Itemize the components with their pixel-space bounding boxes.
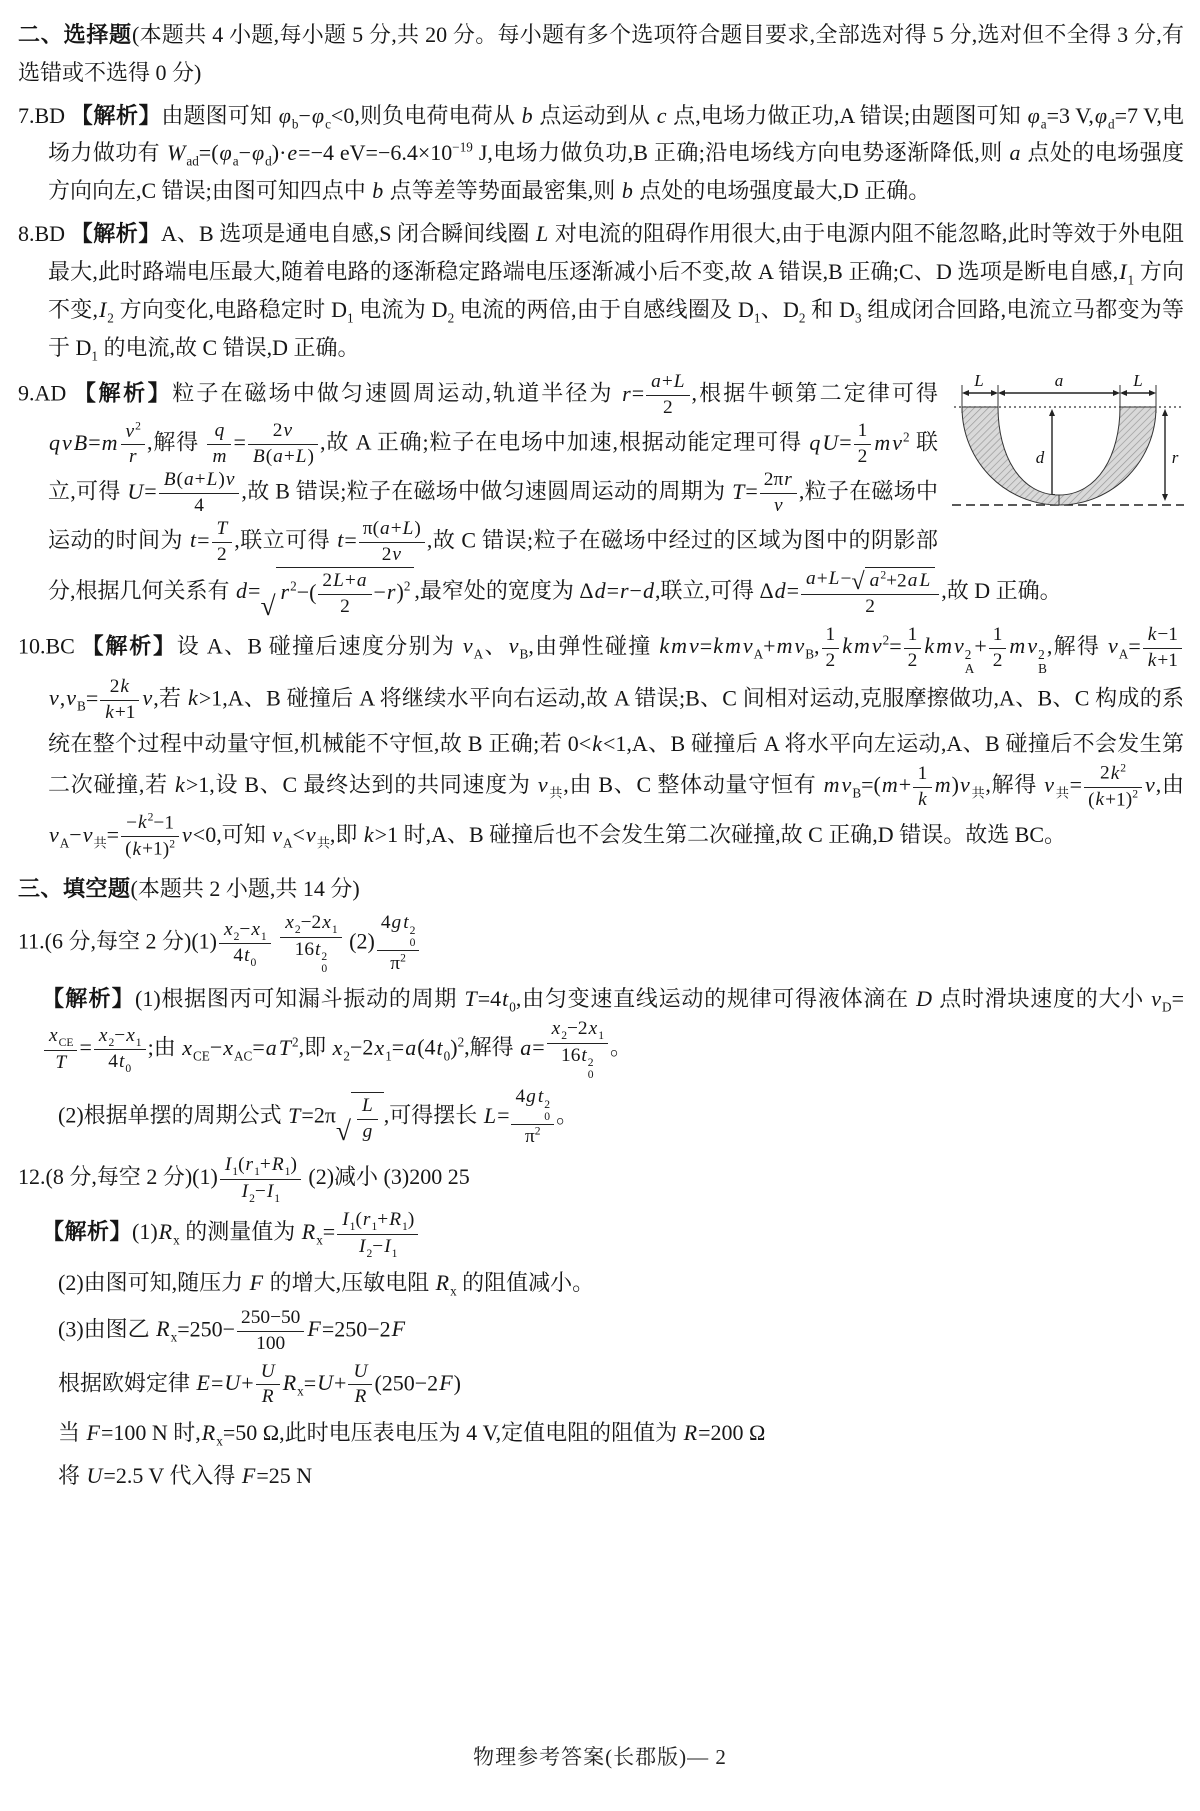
math-variable-sub: $v_D$ <box>1151 986 1172 1015</box>
math-variable: F <box>307 1316 321 1342</box>
math-symbol-sup: )$^2$ <box>396 578 411 605</box>
label-slit-width-left: L <box>974 373 984 391</box>
math-variable: E <box>196 1370 210 1395</box>
math-variable-sub: $I_1$ <box>224 1154 239 1179</box>
math-variable-sub: $I_1$ <box>266 1180 281 1205</box>
label-depth-d: d <box>1035 448 1045 468</box>
math-variable: L <box>483 1102 497 1128</box>
math-variable: k <box>1095 789 1105 811</box>
math-variable: d <box>642 577 654 603</box>
math-variable-sub: $x_1$ <box>322 912 338 937</box>
math-variable-sub: $x_{CE}$ <box>182 1034 210 1064</box>
math-variable: v <box>1145 772 1155 798</box>
math-variable: L <box>536 221 549 247</box>
math-variable: F <box>439 1370 453 1395</box>
math-symbol-sub: $D_3$ <box>839 296 862 326</box>
math-variable-sub: $v_B$ <box>66 685 86 714</box>
math-variable-sub: $\varphi_c$ <box>311 102 331 132</box>
math-variable-sub: $R_x$ <box>282 1370 304 1399</box>
math-variable: a <box>405 1034 417 1060</box>
math-variable-sub: $I_2$ <box>359 1235 373 1260</box>
shaded-band-right <box>1059 407 1156 505</box>
math-variable-sup: $v^2$ <box>125 419 141 442</box>
math-symbol-sub: $D_1$ <box>75 334 98 364</box>
math-variable-sub: $R_x$ <box>201 1420 223 1449</box>
fraction: $\frac{1}{2}$ <box>852 420 874 469</box>
math-variable: U <box>224 1370 241 1395</box>
shaded-band-left <box>962 407 1059 505</box>
math-variable: v <box>142 685 153 711</box>
math-variable: D <box>916 986 932 1012</box>
math-variable-sub: $x_{CE}$ <box>49 1025 74 1049</box>
math-variable-subsup: t 2 0 <box>315 938 328 976</box>
math-variable-sub: $x_1$ <box>126 1024 142 1049</box>
fraction: $\frac{a+L}{2}$ <box>644 371 691 420</box>
math-variable-sub: $W_{ad}$ <box>167 140 199 169</box>
math-variable-sub: $v_A$ <box>462 633 484 662</box>
math-variable-sub: $I_1$ <box>384 1235 398 1260</box>
math-variable-sub: $I_2$ <box>241 1180 255 1205</box>
math-variable-sub: $x_2$ <box>98 1024 115 1049</box>
math-variable: a <box>265 1034 277 1060</box>
label-slit-width-right: L <box>1133 373 1143 391</box>
math-variable: U <box>317 1370 334 1395</box>
math-variable: g <box>526 1086 536 1108</box>
math-variable-sub: $v_共$ <box>305 821 330 851</box>
math-variable: k <box>105 701 114 723</box>
math-symbol-sup: )$^2$ <box>450 1034 465 1060</box>
section-fill-header: 三、填空题(本题共 2 小题,共 14 分) <box>18 875 360 901</box>
math-variable: m <box>1009 633 1026 659</box>
math-variable: r <box>784 469 792 491</box>
math-variable-sub: $v_A$ <box>49 821 70 851</box>
fraction: $x_2-2x_1$ 16t 2 0 <box>278 912 343 975</box>
fraction <box>346 1361 374 1410</box>
math-variable: U <box>127 478 144 504</box>
math-variable-sub: $I_1$ <box>1119 258 1135 288</box>
math-variable: k <box>713 633 723 659</box>
square-root: √ $r^2-$( $\frac{2L+a}{2}$ −r)$^2$ <box>260 567 414 619</box>
math-variable-sub: $x_{AC}$ <box>223 1034 253 1064</box>
math-variable: F <box>249 1270 264 1296</box>
math-variable-sub: $t_0$ <box>244 945 257 970</box>
math-variable: a <box>183 469 194 491</box>
math-variable: L <box>362 1094 373 1116</box>
math-variable: g <box>391 912 402 934</box>
math-variable-sup: $r^2$ <box>280 578 297 605</box>
math-variable-sub: $x_2$ <box>285 912 301 937</box>
math-variable: R <box>683 1420 698 1446</box>
math-variable: k <box>659 633 670 659</box>
math-variable: m <box>724 633 741 659</box>
answer-item-9: L a L d r 9.AD 【解析】粒子在磁场中做匀速圆周运动,轨道半径为 r= $\frac{a+L}{2}$ ,根据牛顿第二定律可得 qvB=m $\frac{v^2}{r}$ ,解得 $\frac{q}{m}$ = $\frac{2v}{B(a+L)}$ ,故 A 正确;粒子在电场中加速,根据动能定理可得 qU= $\frac{1}{2}$ $mv^2$ 联立,可得 U= $\frac{B(a+L)v}{4}$ ,故 B 错误;粒子在磁场中做匀速圆周运动的周期为 T= $\frac{2\pi r}{v}$ ,粒子在磁场中运动的时间为 t= $\frac{T}{2}$ ,联立可得 t= $\frac{\pi(a+L)}{2v}$ ,故 C 错误;粒子在磁场中经过的区域为图中的阴影部分,根据几何关系有 d= √ $r^2-$( $\frac{2L+a}{2}$ −r)$^2$ ,最窄处的宽度为 Δd=r−d,联立,可得 Δd= a+L− √ $a^2+2a$ L 2 ,故 D 正确。 <box>18 371 1184 618</box>
math-variable: T <box>55 1051 67 1073</box>
fraction <box>205 420 233 469</box>
math-symbol-sub: $D_2$ <box>782 296 806 326</box>
math-variable-sup: $v^2$ <box>892 429 910 455</box>
answer-item-12: 12.(8 分,每空 2 分)(1) $\frac{I_1(r_1+R_1)}{I_2-I_1}$ (2)减小 (3)200 25 <box>18 1154 470 1205</box>
math-variable-sub: $x_2$ <box>332 1034 350 1064</box>
fraction <box>254 1361 282 1410</box>
math-variable: F <box>391 1316 406 1342</box>
math-variable-sub: $\varphi_b$ <box>278 102 299 132</box>
item-11-analysis: 【解析】(1)根据图丙可知漏斗振动的周期 $T=4t_0$,由匀变速直线运动的规律可得液体滴在 D 点时滑块速度的大小 $v_D=$ $\frac{x_{CE}}{T}$ = $\frac{x_2-x_1}{4t_0}$ ;由 $x_{CE}-x_{AC}=aT^2$,即 $x_2-2x_1=a(4t_0)^2$,解得 a= $x_2-2x_1$ 16t 2 0 。 <box>42 986 1184 1082</box>
math-variable-sub: $x_1$ <box>251 918 267 943</box>
bold-label: 【解析】 <box>42 986 136 1012</box>
math-variable-subsup: v 2 A <box>954 633 975 676</box>
fraction: $\frac{250-50}{100}$ <box>235 1307 306 1356</box>
fraction <box>355 1095 380 1144</box>
math-variable-sup: $a^2$ <box>869 568 887 592</box>
item-12-substitute: 将 U=2.5 V 代入得 F=25 N <box>58 1463 313 1489</box>
math-variable-sub: $v_共$ <box>537 772 564 801</box>
math-variable: k <box>188 685 198 711</box>
math-variable: q <box>214 420 225 442</box>
fraction: $\frac{2k^2}{(k+1)^2}$ <box>1082 762 1144 812</box>
math-variable-sub: $R_x$ <box>301 1219 323 1248</box>
math-symbol-sup: )$^2$ <box>1125 787 1139 811</box>
math-variable: m <box>823 772 840 798</box>
math-variable: U <box>353 1360 368 1382</box>
fraction: $\frac{x_2-x_1}{4t_0}$ <box>92 1025 148 1075</box>
math-variable-sub: $x_2$ <box>224 918 240 943</box>
math-variable: L <box>828 568 840 590</box>
math-variable: L <box>333 569 344 591</box>
fraction: $\frac{x_2-x_1}{4t_0}$ <box>217 919 273 969</box>
math-variable: k <box>363 821 374 847</box>
math-variable-sup: $v^2$ <box>871 632 890 659</box>
item-12-part-3: (3)由图乙 $R_x=250-$ $\frac{250-50}{100}$ F=250−2F <box>58 1306 406 1354</box>
math-variable-sub: $R_1$ <box>271 1154 291 1179</box>
math-variable: k <box>842 633 852 659</box>
math-variable: F <box>86 1420 100 1446</box>
bold-label: 【解析】 <box>81 633 177 659</box>
fraction: $\frac{1}{2}$ <box>987 624 1009 673</box>
math-variable: a <box>520 1034 532 1060</box>
bold-label: 【解析】 <box>70 221 161 247</box>
math-variable: a <box>273 446 283 468</box>
math-variable: a <box>356 569 367 591</box>
math-variable: r <box>128 446 137 468</box>
math-variable: d <box>236 577 248 603</box>
math-variable: m <box>934 772 951 798</box>
math-variable: t <box>337 527 344 553</box>
math-variable: B <box>163 469 176 491</box>
math-variable-sub: $I_1$ <box>342 1209 356 1234</box>
math-variable-sup: $k^2$ <box>1110 761 1127 784</box>
math-variable: m <box>854 633 870 659</box>
math-variable-subsup: v 2 B <box>1027 633 1047 676</box>
math-variable: k <box>924 633 935 659</box>
magnetic-field-region-diagram <box>952 373 1184 521</box>
math-variable: L <box>206 469 218 491</box>
math-variable: k <box>1147 623 1157 645</box>
math-variable: U <box>822 429 839 455</box>
math-variable: v <box>392 543 401 565</box>
square-root: √ $a^2+2a$ L <box>851 567 935 593</box>
math-variable: T <box>216 517 228 539</box>
math-variable-sub: $v_B$ <box>794 633 815 662</box>
math-variable: T <box>288 1102 301 1128</box>
math-variable: r <box>622 380 631 406</box>
fraction: $\frac{1}{2}$ <box>902 624 924 673</box>
math-symbol-sup: )$^2$ <box>162 837 176 860</box>
math-variable-sub: $t_0$ <box>502 986 516 1015</box>
math-variable-sub: $R_1$ <box>389 1209 408 1234</box>
math-variable-sub: $R_x$ <box>156 1316 178 1345</box>
fraction: $\frac{-k^2-1}{(k+1)^2}$ <box>119 812 181 862</box>
math-variable: q <box>49 429 60 455</box>
item-11-part-2: (2)根据单摆的周期公式 T=2π √ $\frac{L}{g}$ ,可得摆长 L= 4g t 2 0 $\pi^2$ 。 <box>58 1086 579 1148</box>
fraction: $\frac{\pi(a+L)}{2v}$ <box>357 518 427 567</box>
math-variable: m <box>936 633 953 659</box>
math-variable: B <box>73 429 88 455</box>
label-radius-r: r <box>1171 448 1179 468</box>
math-variable: r <box>619 577 629 603</box>
item-12-f100: 当 F=100 N 时$,R_x=50$ Ω,此时电压表电压为 4 V,定值电阻的阻值为 R=200 Ω <box>58 1420 766 1449</box>
math-symbol-sub: $D_2$ <box>431 296 455 326</box>
math-variable: T <box>464 986 477 1012</box>
math-variable: B <box>252 446 265 468</box>
fraction: $\frac{1}{2}$ <box>820 624 842 673</box>
radical-sign-icon: √ <box>335 1115 352 1147</box>
fraction: $\frac{B(a+L)v}{4}$ <box>157 469 242 518</box>
math-variable-subsup: t 2 0 <box>537 1086 551 1123</box>
math-variable: a <box>907 570 918 592</box>
square-root <box>335 1092 384 1147</box>
fraction: $\frac{2L+a}{2}$ <box>316 570 373 619</box>
math-symbol-sup: $\pi^2$ <box>524 1124 541 1148</box>
math-variable: L <box>295 446 307 468</box>
math-variable-sup: $k^2$ <box>138 810 154 834</box>
answer-item-10: 10.BC 【解析】设 A、B 碰撞后速度分别为 $v_A$、$v_B$,由弹性碰撞 $kmv=kmv_A+mv_B$, $\frac{1}{2}$ kmv$^2$= $\frac{1}{2}$ kmv 2 A + $\frac{1}{2}$ mv 2 B ,解得 $v_A=$ $\frac{k-1}{k+1}$ $v,v_B=$ $\frac{2k}{k+1}$ v,若 k>1,A、B 碰撞后 A 将继续水平向右运动,故 A 错误;B、C 间相对运动,克服摩擦做功,A、B、C 构成的系统在整个过程中动量守恒,机械能不守恒,故 B 正确;若 0<k<1,A、B 碰撞后 A 将水平向左运动,A、B 碰撞后不会发生第二次碰撞,若 k>1,设 B、C 最终达到的共同速度为 $v_共$,由 B、C 整体动量守恒有 $mv_B=(m+$ $\frac{1}{k}$ $m)v_共$,解得 $v_共=$ $\frac{2k^2}{(k+1)^2}$ v,由 $v_A-v_共=$ $\frac{-k^2-1}{(k+1)^2}$ v<0,可知 $v_A<v_共$,即 k>1 时,A、B 碰撞后也不会发生第二次碰撞,故 C 正确,D 错误。故选 BC。 <box>18 623 1185 860</box>
math-variable-subsup: t 2 0 <box>403 912 416 949</box>
fraction: $\frac{k-1}{k+1}$ <box>1141 624 1184 673</box>
math-variable: v <box>774 495 783 517</box>
math-variable: k <box>1147 649 1157 671</box>
math-variable-sub: $r_1$ <box>245 1154 260 1179</box>
answer-item-8: 8.BD 【解析】A、B 选项是通电自感,S 闭合瞬间线圈 L 对电流的阻碍作用很大,由于电源内阻不能忽略,此时等效于外电阻最大,此时路端电压最大,随着电路的逐渐稳定路端电压逐渐减小后不变,故 A 错误,B 正确;C、D 选项是断电自感$,I_1$ 方向不变$,I_2$ 方向变化,电路稳定时 $D_1$ 电流为 $D_2$ 电流的两倍,由于自感线圈及 $D_1$、$D_2$ 和 $D_3$ 组成闭合回路,电流立马都变为等于 $D_1$ 的电流,故 C 错误,D 正确。 <box>18 221 1184 364</box>
math-variable: k <box>918 788 927 810</box>
math-variable: T <box>732 478 745 504</box>
fraction: $\frac{2\pi r}{v}$ <box>758 469 799 518</box>
math-variable: c <box>656 102 667 128</box>
bold-label: 三、填空题 <box>18 875 131 901</box>
math-variable: m <box>881 772 898 798</box>
math-variable-sub: $x_1$ <box>588 1018 605 1043</box>
document-content <box>18 16 1184 1495</box>
fraction: 4g t 2 0 $\pi^2$ <box>375 912 422 975</box>
math-variable-sub: $\varphi_d$ <box>251 140 272 169</box>
math-variable: m <box>212 446 227 468</box>
math-variable-subsup: t 2 0 <box>581 1044 594 1082</box>
answer-item-11: 11.(6 分,每空 2 分)(1) $\frac{x_2-x_1}{4t_0}$ $x_2-2x_1$ 16t 2 0 (2) 4g t 2 0 $\pi^2$ <box>18 912 1184 975</box>
math-variable-sub: $v_共$ <box>82 821 107 851</box>
math-symbol-sup: $\pi^2$ <box>390 951 406 974</box>
math-variable-sub: $v_共$ <box>959 772 986 801</box>
math-variable: q <box>809 429 821 455</box>
math-variable-sub: $v_B$ <box>841 772 862 801</box>
math-variable-sub: $t_0$ <box>118 1051 132 1076</box>
math-variable: d <box>774 577 786 603</box>
math-variable-sub: $\varphi_a$ <box>1027 102 1047 132</box>
math-variable: v <box>689 633 699 659</box>
math-variable: g <box>362 1120 373 1142</box>
math-variable: R <box>261 1386 274 1408</box>
radical-sign-icon: √ <box>851 567 865 595</box>
math-variable-sub: $\varphi_d$ <box>1094 102 1115 132</box>
math-variable: r <box>386 579 396 605</box>
problem-9-figure <box>952 373 1184 533</box>
answer-item-7: 7.BD 【解析】由题图可知 $\varphi_b-\varphi_c<0$,则负电荷电荷从 b 点运动到从 c 点,电场力做正功,A 错误;由题图可知 $\varphi_a=3$ $V,\varphi_d=7$ V,电场力做功有 $W_{ad}=(\varphi_a-\varphi_d)\cdot e=-4$ $eV=-6.4\times 10^{-19}$ J,电场力做负功,B 正确;沿电场线方向电势逐渐降低,则 a 点处的电场强度方向向左,C 错误;由图可知四点中 b 点等差等势面最密集,则 b 点处的电场强度最大,D 正确。 <box>18 102 1184 204</box>
math-variable: a <box>651 371 661 393</box>
math-variable: d <box>594 577 606 603</box>
math-variable-sub: $v_A$ <box>1108 633 1129 662</box>
section-choice-header: 二、选择题(本题共 4 小题,每小题 5 分,共 20 分。每小题有多个选项符合题目要求,全部选对得 5 分,选对但不全得 3 分,有选错或不选得 0 分) <box>18 22 1184 85</box>
math-variable: v <box>225 469 235 491</box>
item-12-analysis: 【解析】$(1)R_x$ 的测量值为 $R_x=$ $\frac{I_1(r_1+R_1)}{I_2-I_1}$ <box>42 1209 1184 1259</box>
math-variable: m <box>671 633 688 659</box>
math-variable-sup: $T^2$ <box>278 1034 299 1060</box>
math-variable: t <box>189 527 197 553</box>
math-variable: b <box>621 178 633 204</box>
page-footer: 物理参考答案(长郡版)— 2 <box>473 1745 727 1769</box>
bold-label: 【解析】 <box>73 380 173 406</box>
fraction <box>119 420 147 469</box>
math-variable: k <box>175 772 185 798</box>
math-variable-sub: $\varphi_a$ <box>219 140 239 169</box>
math-variable: k <box>132 838 142 860</box>
fraction: $\frac{I_1(r_1+R_1)}{I_2-I_1}$ <box>335 1209 420 1259</box>
fraction: $\frac{T}{2}$ <box>210 518 235 567</box>
math-variable: L <box>919 570 931 592</box>
fraction: a+L− √ $a^2+2a$ L 2 <box>799 567 941 619</box>
math-variable: v <box>49 685 59 711</box>
math-variable: U <box>86 1463 103 1489</box>
math-variable: a <box>380 517 390 539</box>
math-symbol-sub: $D_1$ <box>738 296 761 326</box>
math-symbol-sub: $D_1$ <box>331 296 354 326</box>
math-variable: L <box>673 371 685 393</box>
math-variable-sub: $R_x$ <box>158 1219 180 1248</box>
math-variable: a <box>806 568 816 590</box>
math-variable-sub: $v_A$ <box>742 633 764 662</box>
label-gap-width: a <box>1054 373 1064 391</box>
fraction: $\frac{1}{k}$ <box>911 763 934 812</box>
math-variable: k <box>592 730 602 756</box>
item-12-part-2: (2)由图可知,随压力 F 的增大,压敏电阻 $R_x$ 的阻值减小。 <box>58 1270 595 1299</box>
math-variable: U <box>260 1360 275 1382</box>
math-variable: R <box>354 1386 367 1408</box>
bold-label: 【解析】 <box>70 102 162 128</box>
math-variable: a <box>1009 140 1021 166</box>
math-symbol-sup: $10^{-19}$ <box>430 140 473 166</box>
math-variable: v <box>62 429 72 455</box>
math-variable: m <box>776 633 793 659</box>
fraction: $\frac{2k}{k+1}$ <box>98 676 141 725</box>
math-variable: k <box>120 675 129 697</box>
math-variable-sub: $R_x$ <box>435 1270 457 1299</box>
math-variable-sub: $v_A$ <box>272 821 293 851</box>
math-variable: b <box>372 178 384 204</box>
math-variable-sub: $I_2$ <box>98 296 114 326</box>
fraction: 4g t 2 0 $\pi^2$ <box>509 1086 556 1149</box>
bold-label: 二、选择题 <box>18 22 132 47</box>
math-variable-sub: $r_1$ <box>362 1209 378 1234</box>
math-variable: v <box>182 821 192 847</box>
math-variable-sub: $t_0$ <box>436 1034 451 1064</box>
fraction: $x_2-2x_1$ 16t 2 0 <box>545 1018 610 1081</box>
math-variable-sub: $x_1$ <box>374 1034 392 1064</box>
radical-sign-icon: √ <box>260 590 276 622</box>
math-variable-sub: $x_2$ <box>551 1018 568 1043</box>
math-variable-sub: $v_共$ <box>1044 772 1070 801</box>
math-variable: v <box>283 420 293 442</box>
fraction: $\frac{2v}{B(a+L)}$ <box>246 420 320 469</box>
math-variable: L <box>402 517 414 539</box>
math-variable: e <box>287 140 298 166</box>
bold-label: 【解析】 <box>42 1219 133 1245</box>
fraction: $\frac{I_1(r_1+R_1)}{I_2-I_1}$ <box>218 1154 303 1204</box>
math-variable: F <box>241 1463 256 1489</box>
math-variable: m <box>874 429 891 455</box>
fraction <box>42 1025 79 1074</box>
math-variable-sub: $v_B$ <box>508 633 529 662</box>
math-variable: b <box>521 102 533 128</box>
item-12-ohm-law: 根据欧姆定律 E=U+ $\frac{U}{R}$ $R_x=U+$ $\frac{U}{R}$ (250−2F) <box>58 1360 461 1408</box>
math-variable: m <box>101 429 118 455</box>
